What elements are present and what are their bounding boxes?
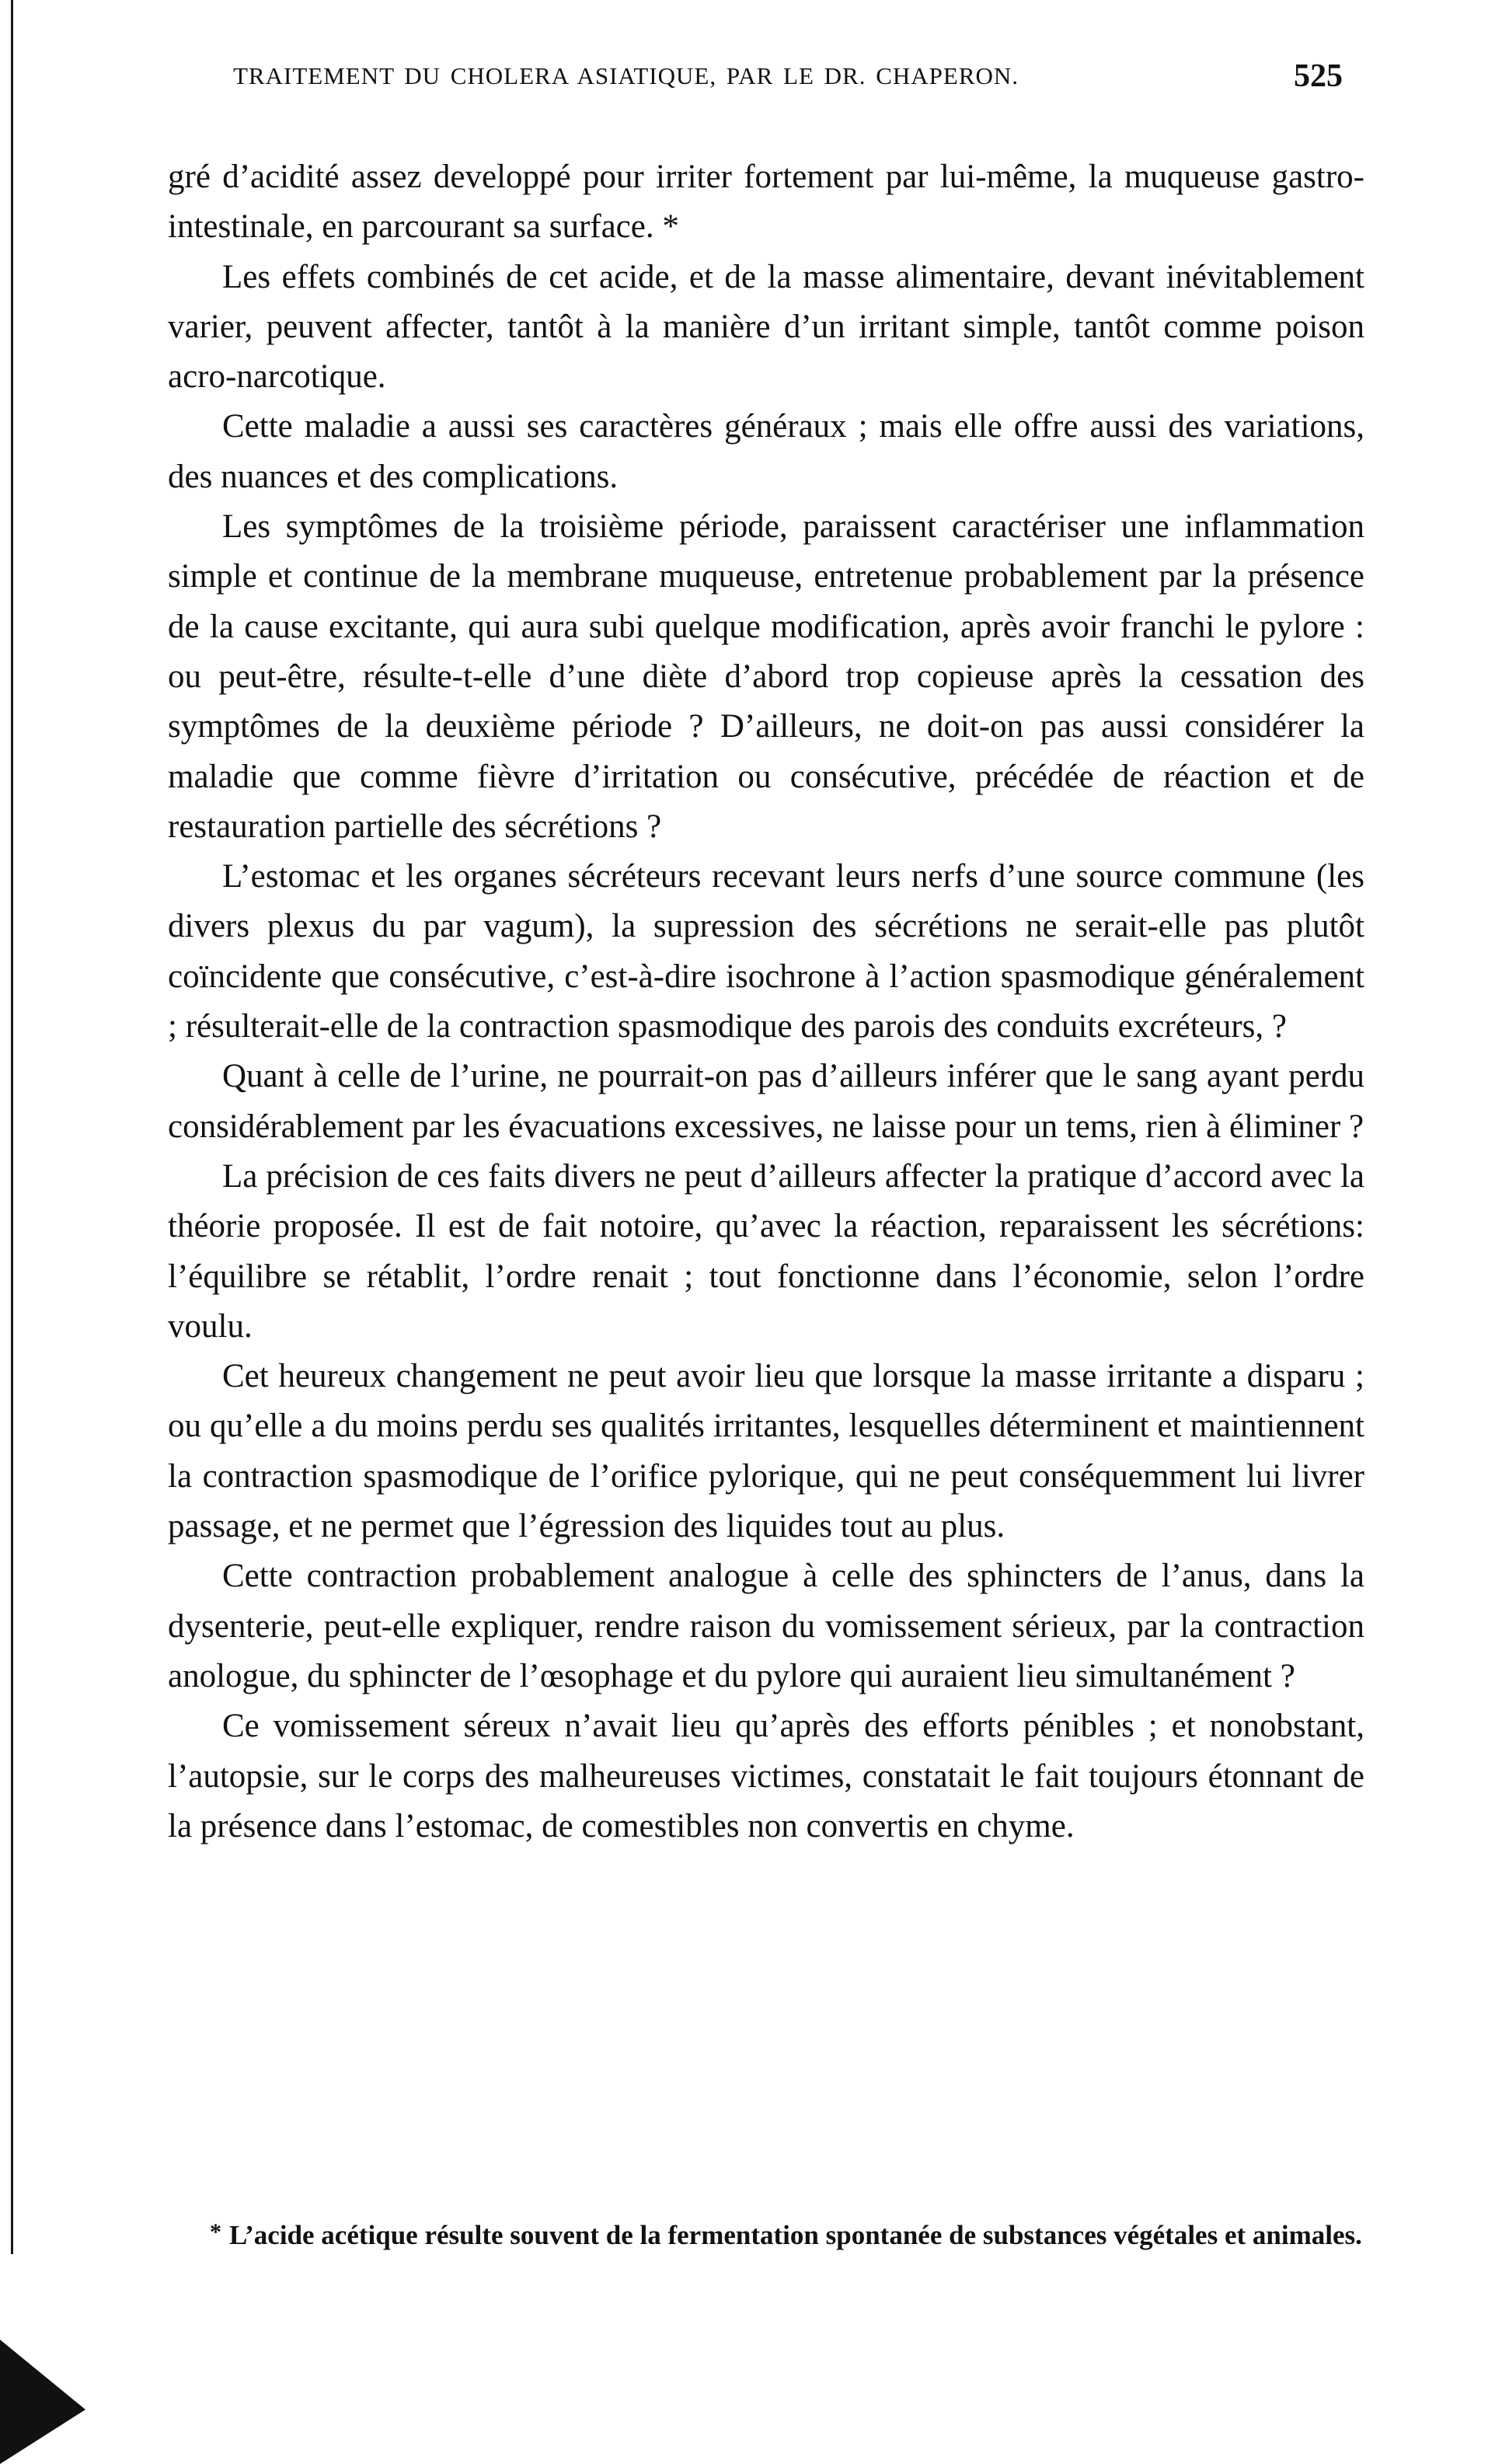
paragraph: gré d’acidité assez developpé pour irriter fortement par lui-même, la muqueuse gastro-intestinale, en parcourant sa surface. * (168, 159, 1364, 246)
page-number: 525 (1294, 58, 1343, 94)
paragraph: Les effets combinés de cet acide, et de la masse alimentaire, devant inévitablement varier, peuvent affecter, tantôt à la manière d’un irritant simple, tantôt comme poison acro-narcotique. (168, 258, 1364, 396)
scan-corner-mark (0, 2340, 85, 2464)
paragraph: Cet heureux changement ne peut avoir lieu que lorsque la masse irritante a disparu ; ou qu’elle a du moins perdu ses qualités irritantes, lesquelles déterminent et maintiennent la contraction spasmodique de l’orifice pylorique, qui ne peut conséquemment lui livrer passage, et ne permet que l’égression des liquides tout au plus. (168, 1358, 1364, 1545)
body-text (168, 152, 1364, 1851)
paragraph: Cette maladie a aussi ses caractères généraux ; mais elle offre aussi des variations, des nuances et des complications. (168, 408, 1364, 495)
paragraph: Quant à celle de l’urine, ne pourrait-on pas d’ailleurs inférer que le sang ayant perdu considérablement par les évacuations excessives, ne laisse pour un tems, rien à éliminer ? (168, 1058, 1364, 1145)
footnote-text: L’acide acétique résulte souvent de la fermentation spontanée de substances végétales et animales. (229, 2220, 1362, 2250)
page-edge-rule (11, 0, 13, 2254)
paragraph: Ce vomissement séreux n’avait lieu qu’après des efforts pénibles ; et nonobstant, l’autopsie, sur le corps des malheureuses victimes, constatait le fait toujours étonnant de la présence dans l’estomac, de comestibles non convertis en chyme. (168, 1708, 1364, 1845)
footnote-marker: * (210, 2219, 221, 2245)
paragraph: Les symptômes de la troisième période, paraissent caractériser une inflammation simple et continue de la membrane muqueuse, entretenue probablement par la présence de la cause excitante, qui aura subi quelque modification, après avoir franchi le pylore : ou peut-être, résulte-t-elle d’une diète d’abord trop copieuse après la cessation des symptômes de la deuxième période ? D’ailleurs, ne doit-on pas aussi considérer la maladie que comme fièvre d’irritation ou consécutive, précédée de réaction et de restauration partielle des sécrétions ? (168, 508, 1364, 845)
footnote (186, 2214, 1399, 2254)
paragraph: La précision de ces faits divers ne peut d’ailleurs affecter la pratique d’accord avec la théorie proposée. Il est de fait notoire, qu’avec la réaction, reparaissent les sécrétions: l’équilibre se rétablit, l’ordre renait ; tout fonctionne dans l’économie, selon l’ordre voulu. (168, 1157, 1364, 1345)
running-head: TRAITEMENT DU CHOLERA ASIATIQUE, PAR LE DR. CHAPERON. (233, 62, 1019, 89)
paragraph: L’estomac et les organes sécréteurs recevant leurs nerfs d’une source commune (les divers plexus du par vagum), la supression des sécrétions ne serait-elle pas plutôt coïncidente que consécutive, c’est-à-dire isochrone à l’action spasmodique généralement ; résulterait-elle de la contraction spasmodique des parois des conduits excréteurs, ? (168, 858, 1364, 1045)
paragraph: Cette contraction probablement analogue à celle des sphincters de l’anus, dans la dysenterie, peut-elle expliquer, rendre raison du vomissement sérieux, par la contraction anologue, du sphincter de l’œsophage et du pylore qui auraient lieu simultanément ? (168, 1558, 1364, 1694)
